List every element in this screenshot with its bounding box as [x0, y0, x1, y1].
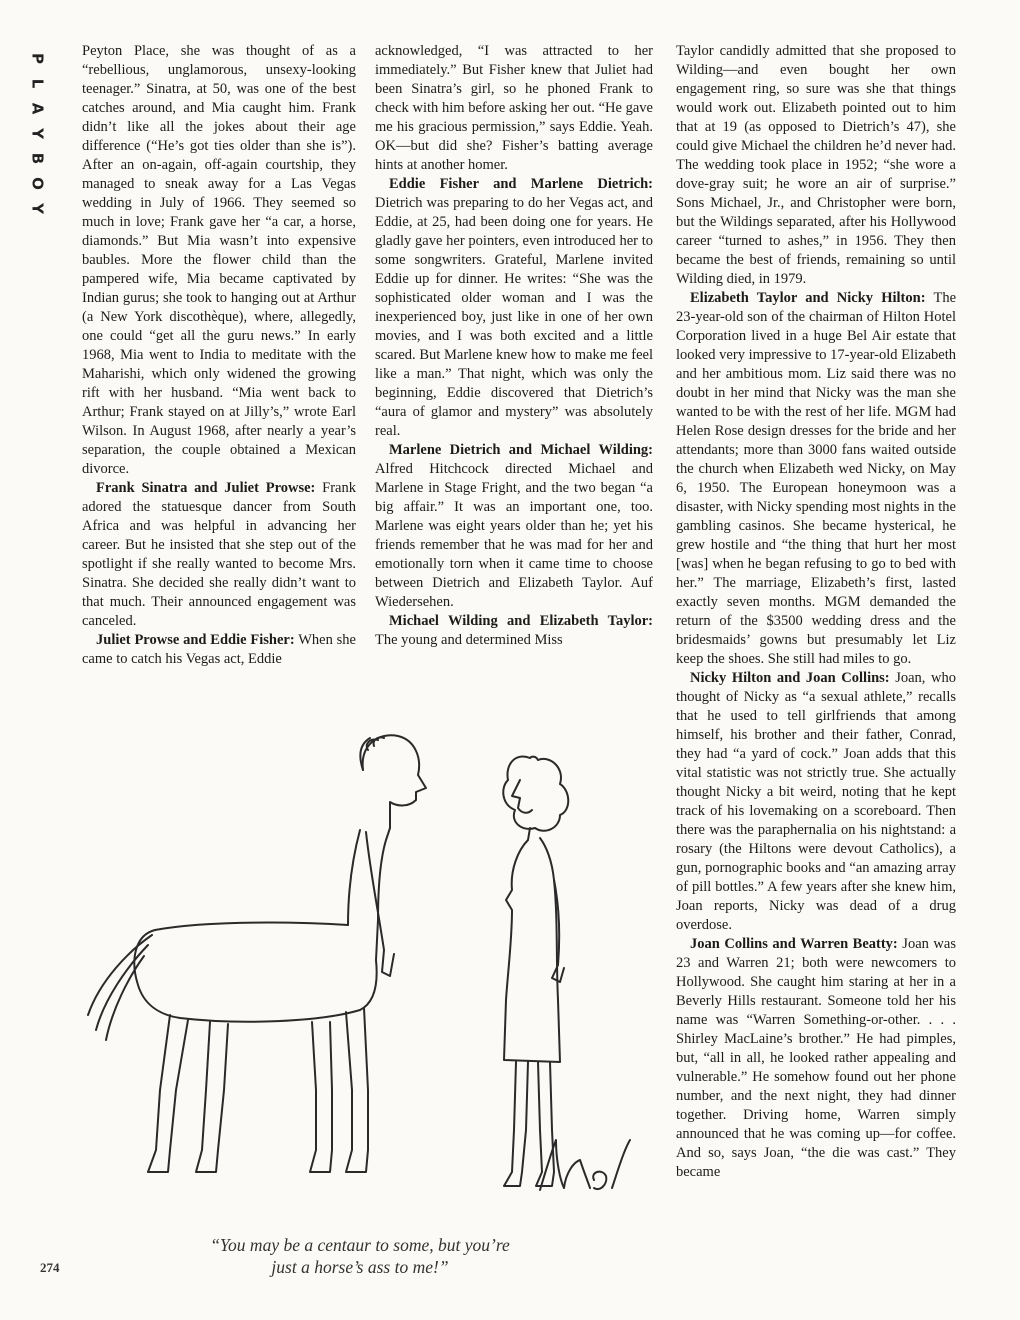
section-lead: Eddie Fisher and Marlene Dietrich:	[389, 176, 653, 192]
centaur-leg	[346, 1008, 368, 1172]
centaur-leg	[148, 1015, 188, 1172]
cartoon-illustration	[60, 710, 660, 1230]
centaur-horse-body	[134, 923, 376, 1022]
paragraph-text: Joan was 23 and Warren 21; both were newcomers to Hollywood. She caught him staring at her in a Beverly Hills restaurant. Someone told her his name was “Warren Something-or-other. . . . Shirley MacLaine’s brother.” He had pimples, but, “all in all, he looked rather appealing and vulnerable.” He somehow found out her phone number, and the next night, they had dinner together. Driving home, Warren simply announced that he was coming up—for coffee. And so, says Joan, “the die was cast.” They became	[676, 936, 956, 1180]
woman-leg	[536, 1062, 554, 1186]
woman-face	[512, 780, 532, 813]
masthead-letter: Y	[28, 203, 47, 214]
woman-arm	[552, 880, 564, 982]
paragraph-text: Dietrich was preparing to do her Vegas act, and Eddie, at 25, had been doing one for years. He gladly gave her pointers, even introduced her to some songwriters. Grateful, Marlene invited Eddie up for dinner. He writes: “She was the sophisticated older woman and I was the inexperienced boy, just like in one of her own movies, and I was both excited and a little scared. But Marlene knew how to make me feel like a man.” That night, which was only the beginning, Eddie discovered that Dietrich’s “aura of glamor and mystery” was absolutely real.	[375, 195, 653, 439]
magazine-masthead	[26, 46, 48, 221]
paragraph	[375, 612, 653, 650]
text-column-1	[82, 42, 356, 669]
section-lead: Elizabeth Taylor and Nicky Hilton:	[690, 290, 926, 306]
cartoon-caption	[170, 1234, 550, 1278]
masthead-letter: A	[28, 102, 47, 115]
centaur-back	[348, 830, 360, 925]
paragraph	[82, 479, 356, 631]
centaur-leg	[310, 1022, 332, 1172]
section-lead: Marlene Dietrich and Michael Wilding:	[389, 442, 653, 458]
masthead-letter: B	[28, 152, 47, 165]
masthead-letter: Y	[28, 128, 47, 139]
paragraph-text: The 23-year-old son of the chairman of Hilton Hotel Corporation lived in a huge Bel Air estate that looked very impressive to 17-year-old Elizabeth and her ambitious mom. Liz said there was no doubt in her mind that Nicky was the man she wanted to be with the rest of her life. MGM had Helen Rose design dresses for the bride and her attendants; more than 3000 fans waited outside the church when Elizabeth wed Nicky, on May 6, 1950. The European honeymoon was a disaster, with Nicky spending most nights in the gambling casinos. She became hysterical, he grew hostile and “the thing that hurt her most [was] when he began refusing to go to bed with her.” The marriage, Elizabeth’s first, lasted exactly seven months. MGM demanded the return of the $3500 wedding dress and the bridesmaids’ gowns but presumably let Liz keep the shoes. She still had miles to go.	[676, 290, 956, 667]
paragraph	[676, 669, 956, 935]
centaur-head	[363, 735, 426, 828]
masthead-letter: L	[28, 78, 47, 89]
paragraph	[676, 42, 956, 289]
woman-leg	[504, 1062, 528, 1186]
text-column-3	[676, 42, 956, 1182]
section-lead: Joan Collins and Warren Beatty:	[690, 936, 898, 952]
section-lead: Nicky Hilton and Joan Collins:	[690, 670, 890, 686]
caption-line: “You may be a centaur to some, but you’re	[210, 1235, 510, 1255]
section-lead: Michael Wilding and Elizabeth Taylor:	[389, 613, 653, 629]
paragraph	[375, 42, 653, 175]
page-number: 274	[40, 1260, 60, 1275]
paragraph	[375, 441, 653, 612]
paragraph-text: Joan, who thought of Nicky as “a sexual athlete,” recalls that he used to tell girlfriends that among himself, his brother and their father, Conrad, they had “a yard of cock.” Joan adds that this vital statistic was not strictly true. She actually thought Nicky a bit weird, noting that he kept track of his lovemaking on a scoreboard. Then there was the paraphernalia on his nightstand: a rosary (the Hiltons were devout Catholics), a gun, pornographic books and “an amazing array of pill bottles.” A few years after she knew him, Joan reports, Nicky was dead of a drug overdose.	[676, 670, 956, 933]
paragraph	[375, 175, 653, 441]
paragraph-text: Taylor candidly admitted that she proposed to Wilding—and even bought her own engagement ring, so sure was she that things would work out. Elizabeth pointed out to him that at 19 (as opposed to Dietrich’s 47), she could give Michael the children he’d never had. The wedding took place in 1952; “she wore a dove-gray suit; he wore an air of surprise.” Sons Michael, Jr., and Christopher were born, but the Wildings separated, after his Hollywood career “turned to ashes,” in 1956. They then became the best of friends, remaining so until Wilding died, in 1979.	[676, 43, 956, 287]
paragraph	[82, 631, 356, 669]
caption-line: just a horse’s ass to me!”	[271, 1257, 449, 1277]
text-column-2	[375, 42, 653, 650]
paragraph-text: When she came to catch his Vegas act, Eddie	[82, 632, 356, 667]
paragraph-text: Frank adored the statuesque dancer from South Africa and was helpful in advancing her career. But he insisted that she step out of the spotlight if she really wanted to become Mrs. Sinatra. She decided she really didn’t want to that much. Their announced engagement was canceled.	[82, 480, 356, 629]
paragraph-text: acknowledged, “I was attracted to her immediately.” But Fisher knew that Juliet had been Sinatra’s girl, so he phoned Frank to check with him before asking her out. “He gave me his gracious permission,” says Eddie. Yeah. OK—but did she? Fisher’s batting average hints at another homer.	[375, 43, 653, 173]
paragraph	[676, 935, 956, 1182]
paragraph	[82, 42, 356, 479]
section-lead: Juliet Prowse and Eddie Fisher:	[96, 632, 295, 648]
woman-body	[504, 838, 560, 1062]
masthead-letter: P	[28, 53, 47, 64]
centaur-arm	[366, 832, 394, 976]
paragraph-text: The young and determined Miss	[375, 632, 563, 648]
paragraph	[676, 289, 956, 669]
paragraph-text: Peyton Place, she was thought of as a “rebellious, unglamorous, unsexy-looking teenager.” Sinatra, at 50, was one of the best catches around, and Mia caught him. Frank didn’t like all the jokes about their age difference (“He’s got ties older than she is”). After an on-again, off-again courtship, they managed to sneak away for a Las Vegas wedding in July of 1966. They seemed so much in love; Frank gave her “a car, a horse, diamonds.” But Mia wasn’t into expensive baubles. More the flower child than the pampered wife, Mia became captivated by Indian gurus; she took to hanging out at Arthur (a New York discothèque), where, allegedly, one could “get all the guru news.” In early 1968, Mia went to India to meditate with the Maharishi, which only widened the growing rift with her husband. “Mia went back to Arthur; Frank stayed on at Jilly’s,” wrote Earl Wilson. In August 1968, after nearly a year’s separation, the couple obtained a Mexican divorce.	[82, 43, 356, 477]
paragraph-text: Alfred Hitchcock directed Michael and Marlene in Stage Fright, and the two began “a big affair.” It was an important one, too. Marlene was eight years older than he; yet his friends remember that he was mad for her and emotionally torn when it came time to choose between Dietrich and Elizabeth Taylor. Auf Wiedersehen.	[375, 461, 653, 610]
section-lead: Frank Sinatra and Juliet Prowse:	[96, 480, 316, 496]
masthead-letter: O	[28, 177, 47, 190]
centaur-tail	[88, 935, 152, 1040]
centaur-leg	[196, 1022, 228, 1172]
